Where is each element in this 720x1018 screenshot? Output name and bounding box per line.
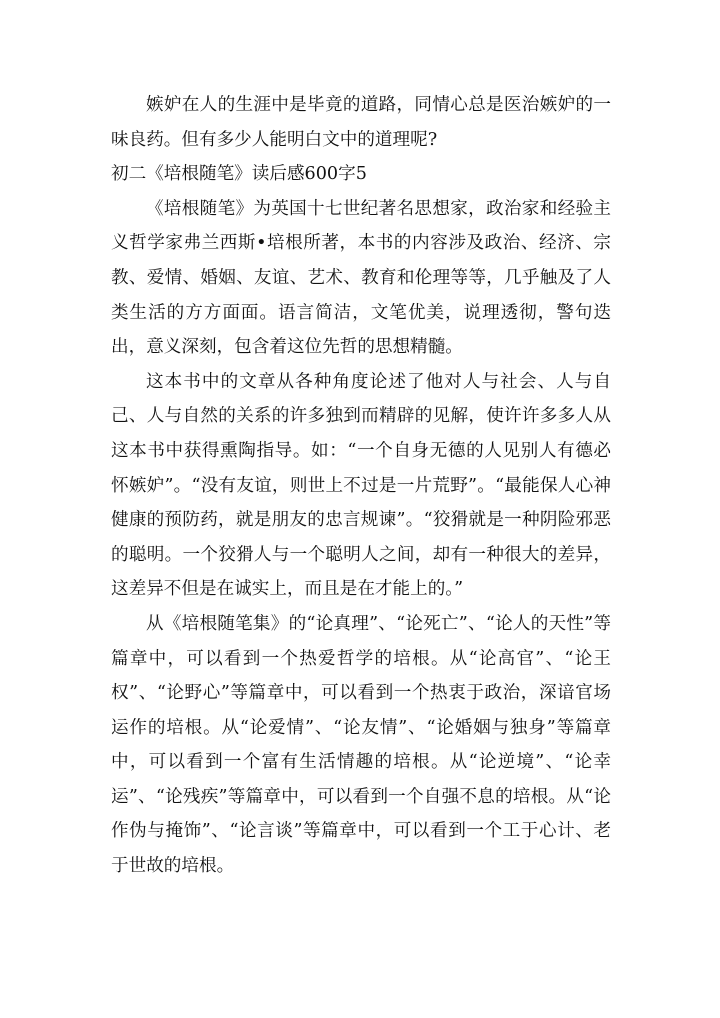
body-paragraph-2: 这本书中的文章从各种角度论述了他对人与社会、人与自己、人与自然的关系的许多独到而精辟的见解，使许许多多人从这本书中获得熏陶指导。如：“一个自身无德的人见别人有德必怀嫉妒”。“没有友谊，则世上不过是一片荒野”。“最能保人心神健康的预防药，就是朋友的忠言规谏”。“狡猾就是一种阴险邪恶的聪明。一个狡猾人与一个聪明人之间，却有一种很大的差异，这差异不但是在诚实上，而且是在才能上的。” (111, 371, 611, 600)
body-paragraph-3: 从《培根随笔集》的“论真理”、“论死亡”、“论人的天性”等篇章中，可以看到一个热爱哲学的培根。从“论高官”、“论王权”、“论野心”等篇章中，可以看到一个热衷于政治，深谙官场运作的培根。从“论爱情”、“论友情”、“论婚姻与独身”等篇章中，可以看到一个富有生活情趣的培根。从“论逆境”、“论幸运”、“论残疾”等篇章中，可以看到一个自强不息的培根。从“论作伪与掩饰”、“论言谈”等篇章中，可以看到一个工于心计、老于世故的培根。 (111, 613, 611, 877)
body-paragraph-1: 《培根随笔》为英国十七世纪著名思想家，政治家和经验主义哲学家弗兰西斯•培根所著，本书的内容涉及政治、经济、宗教、爱情、婚姻、友谊、艺术、教育和伦理等等，几乎触及了人类生活的方方面面。语言简洁，文笔优美，说理透彻，警句迭出，意义深刻，包含着这位先哲的思想精髓。 (111, 198, 611, 358)
intro-paragraph: 嫉妒在人的生涯中是毕竟的道路，同情心总是医治嫉妒的一味良药。但有多少人能明白文中的道理呢? (111, 95, 611, 150)
document-page (111, 88, 611, 884)
essay-heading: 初二《培根随笔》读后感600字5 (111, 164, 367, 185)
